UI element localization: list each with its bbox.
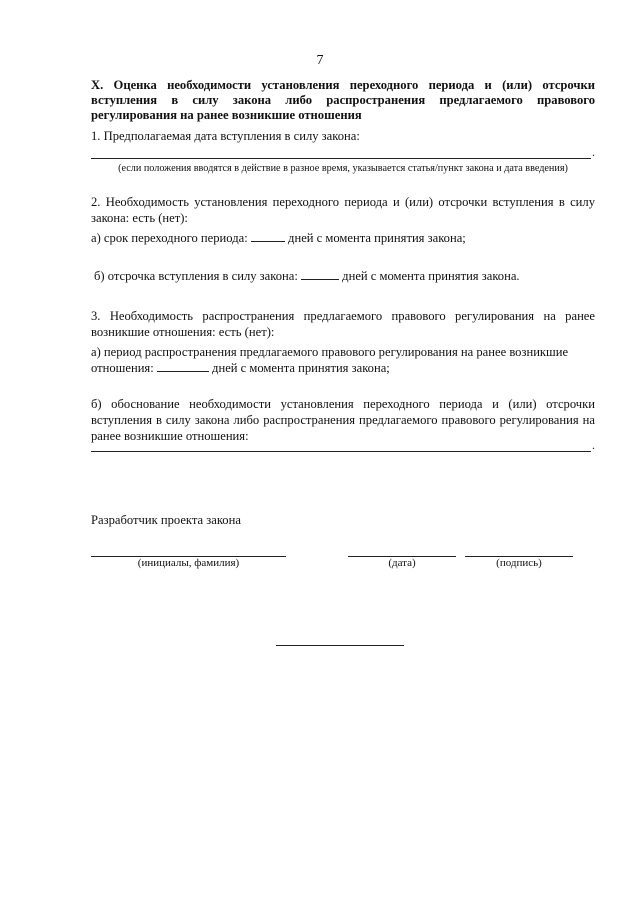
- item3-a-line2: [91, 360, 595, 376]
- date-caption: (дата): [388, 557, 416, 569]
- item2-b-suffix: дней с момента принятия закона.: [342, 269, 520, 283]
- item2-a-suffix: дней с момента принятия закона;: [288, 231, 466, 245]
- developer-label: Разработчик проекта закона: [91, 513, 241, 527]
- page-number: 7: [316, 53, 324, 68]
- sign-caption: (подпись): [496, 557, 542, 569]
- item1-end-mark: .: [592, 145, 595, 159]
- retro-days-blank: [157, 361, 209, 372]
- item3-b-text: б) обоснование необходимости установления переходного периода и (или) отсрочки вступления в силу закона либо распространения предлагаемого правового регулирования на ранее возникшие отношения:: [91, 397, 595, 443]
- item1-note: (если положения вводятся в действие в разное время, указывается статья/пункт закона и дата введения): [118, 163, 568, 174]
- section-heading: X. Оценка необходимости установления переходного периода и (или) отсрочки вступления в силу закона либо распространения предлагаемого правового регулирования на ранее возникшие отношения: [91, 78, 595, 122]
- item2-b-prefix: б) отсрочка вступления в силу закона:: [94, 269, 298, 283]
- justification-entry-line: [91, 451, 591, 452]
- item3-a-suffix: дней с момента принятия закона;: [212, 361, 390, 375]
- item2-b-line: [94, 268, 598, 284]
- transition-days-blank: [251, 231, 285, 242]
- item3-a-prefix: отношения:: [91, 361, 154, 375]
- item3-end-mark: .: [592, 438, 595, 452]
- item3-label: 3. Необходимость распространения предлагаемого правового регулирования на ранее возникшие отношения: есть (нет):: [91, 309, 595, 339]
- closing-divider: [276, 645, 404, 646]
- item3-a-line1: а) период распространения предлагаемого правового регулирования на ранее возникшие: [91, 345, 569, 359]
- item2-a-line: [91, 230, 595, 246]
- initials-caption: (инициалы, фамилия): [137, 557, 240, 569]
- item1-label: 1. Предполагаемая дата вступления в силу закона:: [91, 129, 360, 143]
- item2-label: 2. Необходимость установления переходного периода и (или) отсрочки вступления в силу закона: есть (нет):: [91, 195, 595, 225]
- deferral-days-blank: [301, 269, 339, 280]
- date-entry-line: [91, 158, 591, 159]
- item2-a-prefix: а) срок переходного периода:: [91, 231, 248, 245]
